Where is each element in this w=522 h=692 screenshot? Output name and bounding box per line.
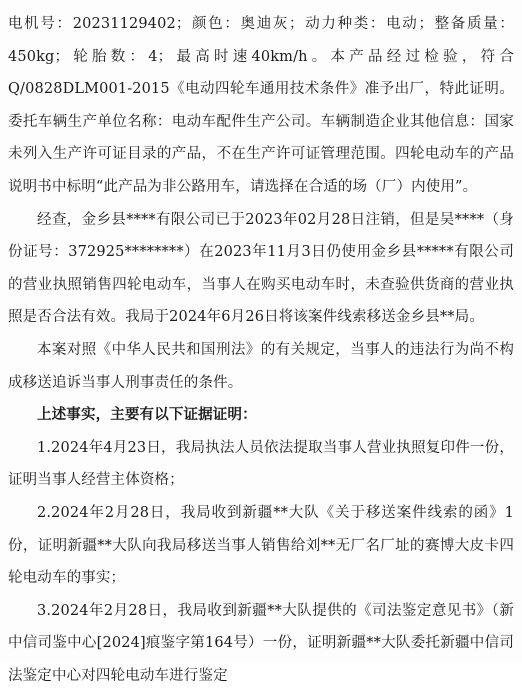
paragraph-criminal-law-assessment: 本案对照《中华人民共和国刑法》的有关规定，当事人的违法行为尚不构成移送追诉当事人刑事责任的条件。 xyxy=(8,341,514,391)
document-body xyxy=(8,8,514,692)
section-heading-evidence: 上述事实，主要有以下证据证明： xyxy=(37,406,257,424)
evidence-item-1: 1.2024年4月23日，我局执法人员依法提取当事人营业执照复印件一份，证明当事人经营主体资格； xyxy=(8,439,514,489)
evidence-item-3: 3.2024年2月28日，我局收到新疆**大队提供的《司法鉴定意见书》（新中信司鉴中心[2024]痕鉴字第164号）一份，证明新疆**大队委托新疆中信司法鉴定中心对四轮电动车进行鉴定 xyxy=(8,602,514,684)
paragraph-investigation-findings: 经查，金乡县****有限公司已于2023年02月28日注销，但是吴****（身份证号：372925********）在2023年11月3日仍使用金乡县*****有限公司的营业执照销售四轮电动车，当事人在购买电动车时，未查验供货商的营业执照是否合法有效。我局于2024年6月26日将该案件线索移送金乡县**局。 xyxy=(8,211,514,326)
paragraph-vehicle-specs: 电机号：20231129402；颜色：奥迪灰；动力种类：电动；整备质量：450kg；轮胎数：4；最高时速40km/h。本产品经过检验，符合Q/0828DLM001-2015《电动四轮车通用技术条件》准予出厂，特此证明。委托车辆生产单位名称：电动车配件生产公司。车辆制造企业其他信息：国家未列入生产许可证目录的产品，不在生产许可证管理范围。四轮电动车的产品说明书中标明“此产品为非公路用车，请选择在合适的场（厂）内使用”。 xyxy=(8,16,514,195)
evidence-item-2: 2.2024年2月28日，我局收到新疆**大队《关于移送案件线索的函》1份，证明新疆**大队向我局移送当事人销售给刘**无厂名厂址的赛博大皮卡四轮电动车的事实； xyxy=(8,504,514,587)
